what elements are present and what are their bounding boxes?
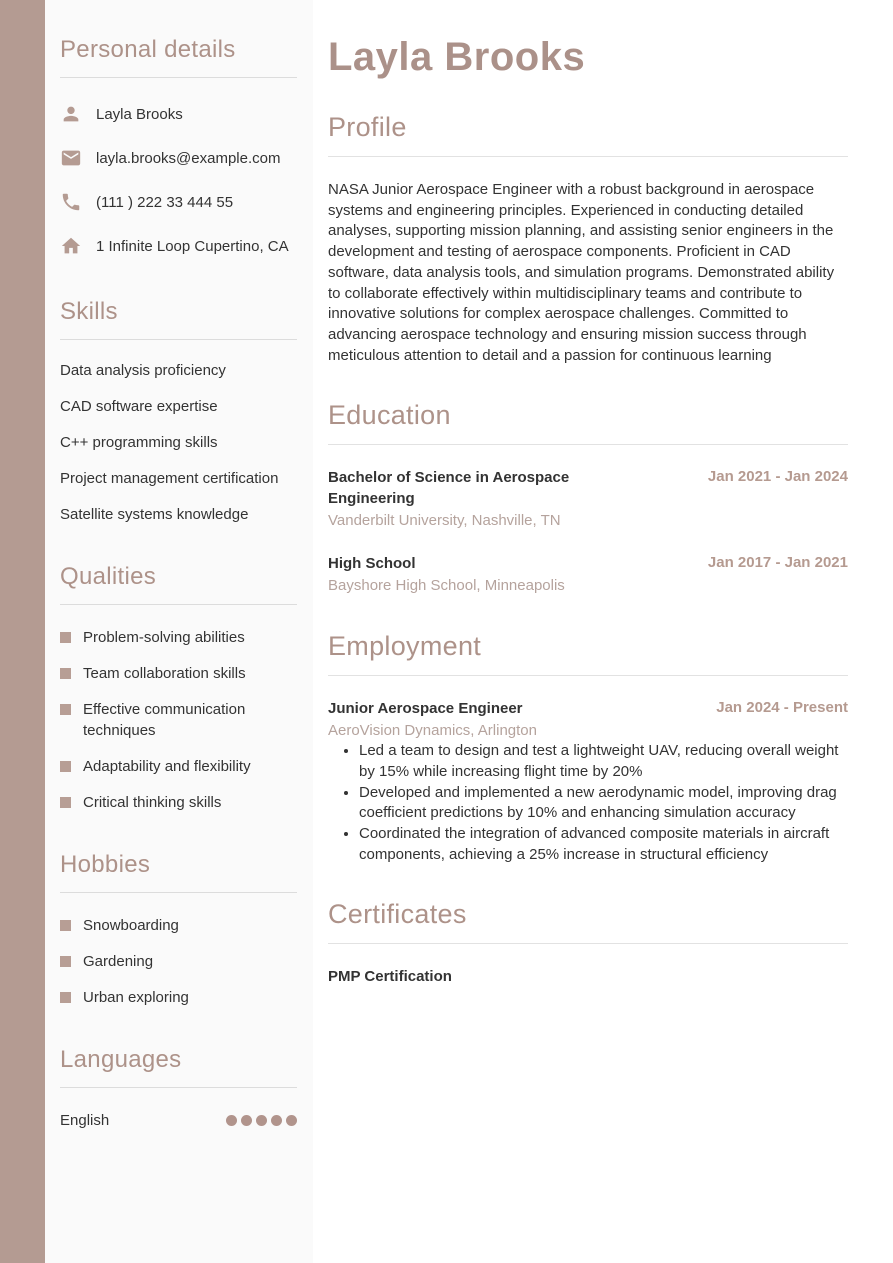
quality-item (60, 627, 297, 648)
square-bullet-icon (60, 668, 71, 679)
section-employment (328, 631, 848, 866)
quality-item (60, 699, 297, 741)
certificate-name: PMP Certification (328, 968, 452, 986)
quality-text: Problem-solving abilities (83, 629, 245, 646)
square-bullet-icon (60, 920, 71, 931)
quality-text: Team collaboration skills (83, 665, 246, 682)
section-education (328, 400, 848, 597)
skill-item: C++ programming skills (60, 434, 218, 451)
education-entry-left (328, 468, 578, 531)
language-level-dot (226, 1115, 237, 1126)
sidebar-section-qualities (60, 563, 297, 813)
company-name: AeroVision Dynamics, Arlington (328, 721, 537, 739)
employment-entry (328, 699, 848, 866)
languages-heading: Languages (60, 1046, 297, 1088)
language-level-dot (241, 1115, 252, 1126)
employment-heading: Employment (328, 631, 848, 676)
profile-heading: Profile (328, 112, 848, 157)
employment-dates: Jan 2024 - Present (716, 698, 848, 716)
quality-item (60, 792, 297, 813)
employment-entry-head (328, 699, 848, 720)
square-bullet-icon (60, 956, 71, 967)
language-level-dot (271, 1115, 282, 1126)
skill-item: Satellite systems knowledge (60, 506, 249, 523)
profile-text: NASA Junior Aerospace Engineer with a robust background in aerospace systems and engineering principles. Experienced in conducting detailed analyses, supporting mission planning, and assisting senior engineers in the development and testing of aerospace components. Proficient in CAD software, data analysis tools, and simulation programs. Demonstrated ability to collaborate effectively within multidisciplinary teams and contribute to innovative solutions for complex aerospace challenges. Committed to advancing aerospace technology and ensuring mission success through meticulous attention to detail and a passion for continuous learning (328, 181, 835, 364)
language-row (60, 1112, 297, 1129)
language-name: English (60, 1112, 110, 1129)
square-bullet-icon (60, 632, 71, 643)
square-bullet-icon (60, 704, 71, 715)
contact-list (60, 92, 297, 268)
sidebar-section-skills (60, 298, 297, 525)
contact-item-address (60, 224, 297, 268)
hobby-item (60, 915, 297, 936)
degree-title: Bachelor of Science in Aerospace Engineering (328, 469, 570, 508)
email-icon (60, 147, 82, 169)
section-profile (328, 112, 848, 366)
job-bullet-list (328, 741, 848, 865)
quality-text: Critical thinking skills (83, 794, 222, 811)
contact-item-name (60, 92, 297, 136)
hobbies-list (60, 915, 297, 1008)
education-entry-left (328, 554, 578, 596)
education-dates: Jan 2017 - Jan 2021 (707, 554, 848, 572)
sidebar-section-languages (60, 1046, 297, 1129)
home-icon (60, 235, 82, 257)
contact-email-text: layla.brooks@example.com (96, 149, 281, 167)
certificates-heading: Certificates (328, 899, 848, 944)
square-bullet-icon (60, 761, 71, 772)
main-content (313, 0, 893, 1263)
education-heading: Education (328, 400, 848, 445)
skill-item: Data analysis proficiency (60, 362, 226, 379)
personal-details-heading: Personal details (60, 36, 297, 78)
education-entry (328, 468, 848, 531)
skills-list (60, 360, 297, 525)
contact-item-phone (60, 180, 297, 224)
contact-address-text: 1 Infinite Loop Cupertino, CA (96, 237, 289, 255)
job-bullet: • Coordinated the integration of advanced composite materials in aircraft components, achieving a 25% increase in structural efficiency (359, 824, 848, 865)
hobby-text: Gardening (83, 953, 154, 970)
quality-text: Adaptability and flexibility (83, 758, 251, 775)
accent-strip (0, 0, 45, 1263)
school-name: Vanderbilt University, Nashville, TN (328, 511, 561, 529)
quality-item (60, 756, 297, 777)
page-title: Layla Brooks (328, 35, 586, 79)
hobby-text: Snowboarding (83, 917, 179, 934)
degree-title: High School (328, 555, 416, 573)
sidebar (45, 0, 313, 1263)
qualities-heading: Qualities (60, 563, 297, 605)
school-name: Bayshore High School, Minneapolis (328, 577, 565, 595)
language-level-dot (286, 1115, 297, 1126)
job-bullet: • Developed and implemented a new aerodynamic model, improving drag coefficient predictions by 10% and enhancing simulation accuracy (359, 783, 848, 824)
hobby-text: Urban exploring (83, 989, 189, 1006)
education-entry (328, 554, 848, 596)
skill-item: CAD software expertise (60, 398, 218, 415)
job-bullet: • Led a team to design and test a lightweight UAV, reducing overall weight by 15% while increasing flight time by 20% (359, 741, 848, 782)
contact-item-email (60, 136, 297, 180)
person-icon (60, 103, 82, 125)
sidebar-section-hobbies (60, 851, 297, 1008)
hobbies-heading: Hobbies (60, 851, 297, 893)
language-level (226, 1115, 297, 1126)
quality-text: Effective communication techniques (83, 701, 246, 739)
skills-heading: Skills (60, 298, 297, 340)
quality-item (60, 663, 297, 684)
hobby-item (60, 951, 297, 972)
language-level-dot (256, 1115, 267, 1126)
square-bullet-icon (60, 797, 71, 808)
section-certificates (328, 899, 848, 985)
contact-name-text: Layla Brooks (96, 105, 183, 123)
contact-phone-text: (111 ) 222 33 444 55 (96, 193, 234, 211)
education-dates: Jan 2021 - Jan 2024 (707, 468, 848, 486)
sidebar-section-personal-details (60, 36, 297, 268)
job-title: Junior Aerospace Engineer (328, 699, 523, 717)
phone-icon (60, 191, 82, 213)
skill-item: Project management certification (60, 470, 279, 487)
qualities-list (60, 627, 297, 813)
square-bullet-icon (60, 992, 71, 1003)
hobby-item (60, 987, 297, 1008)
